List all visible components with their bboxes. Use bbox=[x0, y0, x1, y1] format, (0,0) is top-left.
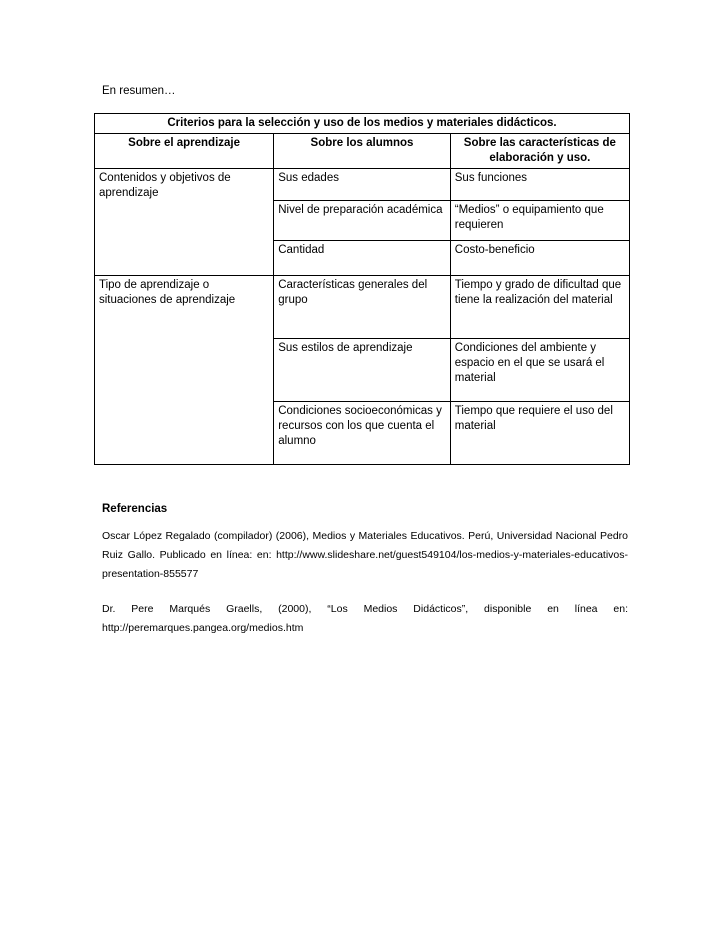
table-title: Criterios para la selección y uso de los medios y materiales didácticos. bbox=[95, 114, 630, 134]
table-cell: Nivel de preparación académica bbox=[274, 201, 451, 241]
table-cell: Tiempo y grado de dificultad que tiene la realización del material bbox=[450, 276, 629, 339]
table-cell: “Medios” o equipamiento que requieren bbox=[450, 201, 629, 241]
table-cell: Sus edades bbox=[274, 169, 451, 201]
table-cell: Condiciones socioeconómicas y recursos con los que cuenta el alumno bbox=[274, 402, 451, 465]
criteria-table bbox=[94, 113, 630, 465]
references-heading: Referencias bbox=[102, 503, 168, 515]
table-cell: Características generales del grupo bbox=[274, 276, 451, 339]
intro-text: En resumen… bbox=[102, 85, 176, 97]
table-cell: Costo-beneficio bbox=[450, 241, 629, 276]
table-cell: Sus estilos de aprendizaje bbox=[274, 339, 451, 402]
header-students: Sobre los alumnos bbox=[274, 134, 451, 169]
group2-learning-cell: Tipo de aprendizaje o situaciones de aprendizaje bbox=[95, 276, 274, 465]
group1-learning-cell: Contenidos y objetivos de aprendizaje bbox=[95, 169, 274, 276]
reference-item: Dr. Pere Marqués Graells, (2000), “Los Medios Didácticos”, disponible en línea en: http://peremarques.pangea.org/medios.htm bbox=[102, 603, 628, 634]
table-cell: Cantidad bbox=[274, 241, 451, 276]
table-cell: Sus funciones bbox=[450, 169, 629, 201]
header-characteristics: Sobre las características de elaboración y uso. bbox=[450, 134, 629, 169]
header-learning: Sobre el aprendizaje bbox=[95, 134, 274, 169]
table-cell: Condiciones del ambiente y espacio en el que se usará el material bbox=[450, 339, 629, 402]
references-section bbox=[102, 503, 628, 654]
reference-item: Oscar López Regalado (compilador) (2006), Medios y Materiales Educativos. Perú, Universidad Nacional Pedro Ruiz Gallo. Publicado en línea: en: http://www.slideshare.net/guest549104/los-medios-y-materiales-educativos-presentation-855577 bbox=[102, 530, 628, 580]
table-cell: Tiempo que requiere el uso del material bbox=[450, 402, 629, 465]
